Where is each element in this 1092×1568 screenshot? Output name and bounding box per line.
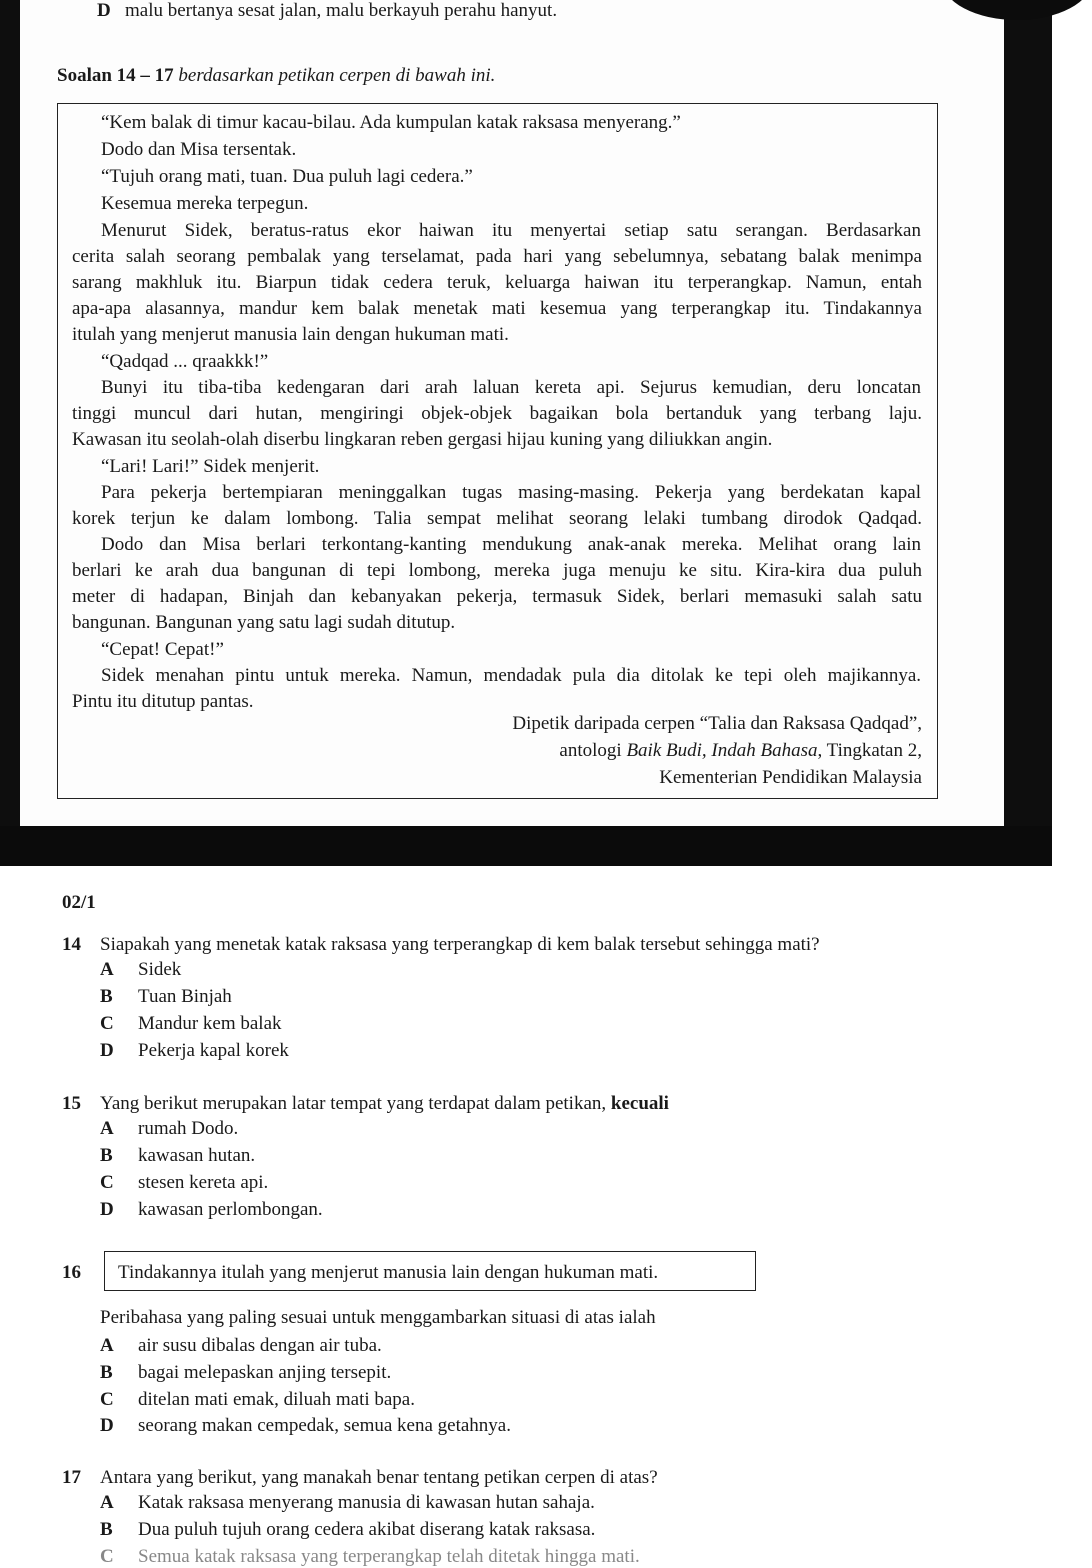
option-text: air susu dibalas dengan air tuba. xyxy=(138,1335,382,1356)
question-number: 17 xyxy=(62,1467,81,1488)
option-letter: C xyxy=(100,1389,114,1410)
passage-line-text: Dodo dan Misa tersentak. xyxy=(101,139,297,160)
option-text: rumah Dodo. xyxy=(138,1118,239,1139)
passage-line-text: “Tujuh orang mati, tuan. Dua puluh lagi cedera.” xyxy=(101,166,473,187)
option-text: ditelan mati emak, diluah mati bapa. xyxy=(138,1389,415,1410)
question-emphasis: kecuali xyxy=(610,1093,669,1114)
option-letter: A xyxy=(100,959,114,980)
passage-line xyxy=(101,220,921,242)
passage-line-text: Pintu itu ditutup pantas. xyxy=(72,691,254,712)
passage-line-text: Kawasan itu seolah-olah diserbu lingkaran reben gergasi hijau kuning yang diliukkan angin. xyxy=(72,429,773,450)
option-text: Katak raksasa menyerang manusia di kawasan hutan sahaja. xyxy=(138,1492,595,1513)
passage-line xyxy=(101,193,308,215)
passage-line xyxy=(101,112,681,134)
option-letter: A xyxy=(100,1118,114,1139)
passage-line xyxy=(72,612,455,634)
section-heading xyxy=(57,65,495,87)
passage-line xyxy=(72,272,922,294)
passage-line-text: Menurut Sidek, beratus-ratus ekor haiwan itu menyertai setiap satu serangan. Berdasarkan xyxy=(101,220,921,241)
answer-option[interactable] xyxy=(100,1546,640,1567)
answer-option[interactable] xyxy=(100,1335,382,1357)
option-text: Sidek xyxy=(138,959,182,980)
question-number: 16 xyxy=(62,1262,81,1283)
question-text: Antara yang berikut, yang manakah benar tentang petikan cerpen di atas? xyxy=(100,1467,658,1488)
answer-option[interactable] xyxy=(100,1199,323,1221)
passage-line-text: “Qadqad ... qraakkk!” xyxy=(101,351,269,372)
heading-italic: berdasarkan petikan cerpen di bawah ini. xyxy=(178,65,496,86)
passage-line xyxy=(101,665,921,687)
passage-line xyxy=(101,534,921,556)
option-letter: D xyxy=(97,0,111,21)
passage-line xyxy=(72,560,922,582)
passage-line xyxy=(101,139,296,161)
passage-line xyxy=(101,351,268,373)
option-text: kawasan hutan. xyxy=(138,1145,256,1166)
passage-line xyxy=(72,586,922,608)
page-code: 02/1 xyxy=(62,892,96,913)
passage-line-text: “Cepat! Cepat!” xyxy=(101,639,224,660)
option-letter: A xyxy=(100,1492,114,1513)
question-number: 15 xyxy=(62,1093,81,1114)
answer-option[interactable] xyxy=(100,1172,268,1194)
answer-option[interactable] xyxy=(100,959,181,981)
option-text: kawasan perlombongan. xyxy=(138,1199,323,1220)
answer-option[interactable] xyxy=(100,1519,595,1541)
passage-line-text: korek terjun ke dalam lombong. Talia sempat melihat seorang lelaki tumbang dirodok Qadqad. xyxy=(72,508,922,529)
passage-line xyxy=(72,429,772,451)
source-book-title: Baik Budi, Indah Bahasa xyxy=(626,740,818,761)
question-text: Yang berikut merupakan latar tempat yang terdapat dalam petikan, kecuali xyxy=(100,1093,669,1114)
option-text: bagai melepaskan anjing tersepit. xyxy=(138,1362,392,1383)
passage-line-text: meter di hadapan, Binjah dan kebanyakan pekerja, termasuk Sidek, berlari memasuki salah satu xyxy=(72,586,922,607)
option-letter: C xyxy=(100,1546,114,1567)
option-letter: B xyxy=(100,1145,113,1166)
passage-line-text: Bunyi itu tiba-tiba kedengaran dari arah laluan kereta api. Sejurus kemudian, deru loncatan xyxy=(101,377,921,398)
source-line-3: Kementerian Pendidikan Malaysia xyxy=(659,767,922,788)
right-shadow xyxy=(1004,0,1052,826)
option-letter: C xyxy=(100,1013,114,1034)
heading-bold: Soalan 14 – 17 xyxy=(57,65,174,86)
option-text: seorang makan cempedak, semua kena getahnya. xyxy=(138,1415,511,1436)
option-text: malu bertanya sesat jalan, malu berkayuh perahu hanyut. xyxy=(124,0,558,21)
option-text: Mandur kem balak xyxy=(138,1013,282,1034)
passage-line-text: berlari ke arah dua bangunan di tepi lombong, mereka juga menuju ke situ. Kira-kira dua puluh xyxy=(72,560,922,581)
option-text: Tuan Binjah xyxy=(138,986,232,1007)
question-text: Siapakah yang menetak katak raksasa yang terperangkap di kem balak tersebut sehingga mati? xyxy=(100,934,820,955)
answer-option[interactable] xyxy=(100,986,232,1008)
passage-line-text: Kesemua mereka terpegun. xyxy=(101,193,309,214)
option-letter: B xyxy=(100,986,113,1007)
answer-option[interactable] xyxy=(100,1145,255,1167)
passage-line xyxy=(72,508,922,530)
option-text: Dua puluh tujuh orang cedera akibat diserang katak raksasa. xyxy=(138,1519,596,1540)
answer-option[interactable] xyxy=(100,1389,415,1411)
passage-line-text: “Lari! Lari!” Sidek menjerit. xyxy=(101,456,320,477)
option-text: stesen kereta api. xyxy=(138,1172,269,1193)
option-letter: A xyxy=(100,1335,114,1356)
answer-option[interactable] xyxy=(100,1492,595,1514)
top-option xyxy=(97,0,557,22)
passage-line-text: bangunan. Bangunan yang satu lagi sudah ditutup. xyxy=(72,612,456,633)
option-letter: C xyxy=(100,1172,114,1193)
passage-line-text: sarang makhluk itu. Biarpun tidak cedera teruk, keluarga haiwan itu terperangkap. Namun, entah xyxy=(72,272,922,293)
option-letter: D xyxy=(100,1199,114,1220)
passage-line-text: Para pekerja bertempiaran meninggalkan tugas masing-masing. Pekerja yang berdekatan kapal xyxy=(101,482,921,503)
answer-option[interactable] xyxy=(100,1415,511,1437)
option-letter: D xyxy=(100,1415,114,1436)
passage-line xyxy=(72,403,922,425)
answer-option[interactable] xyxy=(100,1362,391,1384)
source-line-2 xyxy=(559,740,922,762)
source-suffix: , Tingkatan 2, xyxy=(817,740,922,761)
question-text: Peribahasa yang paling sesuai untuk menggambarkan situasi di atas ialah xyxy=(100,1307,656,1328)
passage-line-text: tinggi muncul dari hutan, mengiringi objek-objek bagaikan bola bertanduk yang terbang laju. xyxy=(72,403,922,424)
question-number: 14 xyxy=(62,934,81,955)
question-quote: Tindakannya itulah yang menjerut manusia lain dengan hukuman mati. xyxy=(118,1262,659,1283)
passage-line xyxy=(101,377,921,399)
passage-line xyxy=(101,166,473,188)
passage-line xyxy=(101,482,921,504)
passage-line-text: cerita salah seorang pembalak yang terselamat, pada hari yang sebelumnya, sebatang balak menimpa xyxy=(72,246,922,267)
left-shadow xyxy=(0,0,20,826)
passage-line xyxy=(72,691,254,713)
option-letter: B xyxy=(100,1362,113,1383)
page-separator xyxy=(0,826,1052,866)
source-line-1: Dipetik daripada cerpen “Talia dan Raksasa Qadqad”, xyxy=(512,713,922,734)
passage-line-text: Sidek menahan pintu untuk mereka. Namun, mendadak pula dia ditolak ke tepi oleh majikannya. xyxy=(101,665,921,686)
passage-line xyxy=(72,246,922,268)
answer-option[interactable] xyxy=(100,1040,289,1062)
passage-line xyxy=(72,298,922,320)
answer-option[interactable] xyxy=(100,1013,282,1035)
passage-line-text: “Kem balak di timur kacau-bilau. Ada kumpulan katak raksasa menyerang.” xyxy=(101,112,681,133)
option-text: Semua katak raksasa yang terperangkap telah ditetak hingga mati. xyxy=(138,1546,640,1567)
option-letter: B xyxy=(100,1519,113,1540)
passage-line xyxy=(72,324,509,346)
passage-line xyxy=(101,456,319,478)
passage-line-text: apa-apa alasannya, mandur kem balak menetak mati kesemua yang terperangkap itu. Tindakannya xyxy=(72,298,922,319)
passage-line-text: itulah yang menjerut manusia lain dengan hukuman mati. xyxy=(72,324,509,345)
source-prefix: antologi xyxy=(559,740,627,761)
answer-option[interactable] xyxy=(100,1118,238,1140)
passage-line xyxy=(101,639,224,661)
q16-quote-box xyxy=(104,1251,756,1291)
option-text: Pekerja kapal korek xyxy=(138,1040,289,1061)
option-letter: D xyxy=(100,1040,114,1061)
passage-line-text: Dodo dan Misa berlari terkontang-kanting mendukung anak-anak mereka. Melihat orang lain xyxy=(101,534,921,555)
